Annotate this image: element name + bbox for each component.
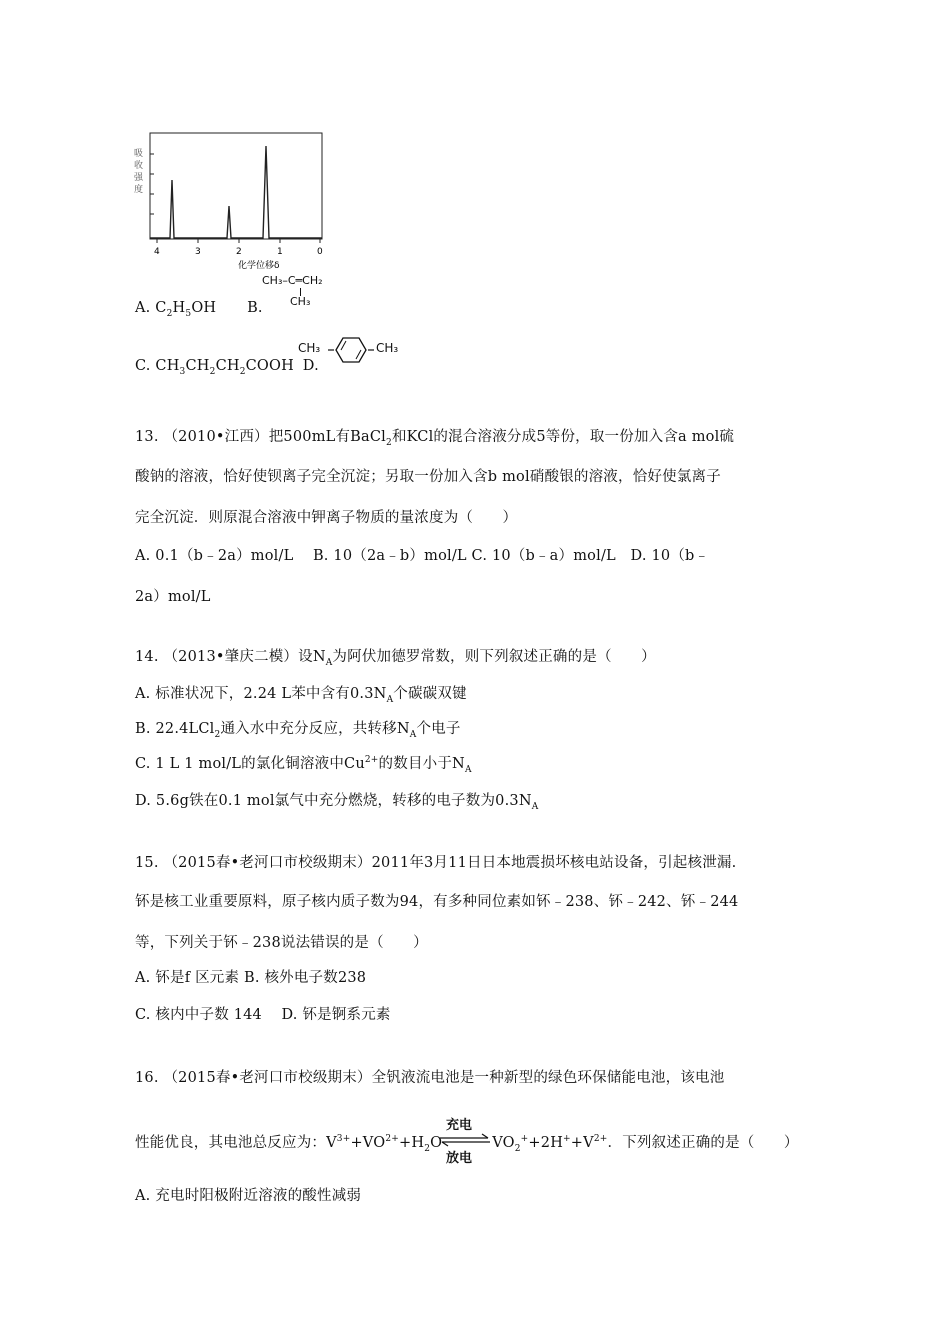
q16-line-2: 性能优良，其电池总反应为：$V^{3+}+VO^{2+}+H_2O$ $VO_2^++2H^++V^{2+}$．下列叙述正确的是（ ） (135, 1134, 799, 1154)
nmr-tick-2: 2 (236, 247, 242, 257)
q12-row-ab: A. $C_2H_5OH$ B. (135, 300, 263, 319)
nmr-ylabel-1: 吸 (134, 149, 144, 159)
q16-option-a: A. 充电时阳极附近溶液的酸性减弱 (135, 1188, 362, 1204)
q15-options-ab: A. 钚是f 区元素 B. 核外电子数238 (135, 970, 367, 986)
option-d-label: D. (302, 358, 319, 374)
nmr-yticks (150, 154, 154, 214)
nmr-tick-0: 0 (317, 247, 323, 257)
nmr-xlabel: 化学位移δ (238, 261, 280, 271)
nmr-frame (150, 133, 322, 239)
nmr-ylabel-4: 度 (134, 185, 144, 195)
q14-stem: 14. （2013•肇庆二模）设$N_A$为阿伏加德罗常数，则下列叙述正确的是（ ） (135, 649, 656, 668)
nmr-tick-1: 1 (277, 247, 283, 257)
q13-line-3: 完全沉淀．则原混合溶液中钾离子物质的量浓度为（ ） (135, 510, 518, 526)
reversible-arrow (438, 1114, 492, 1166)
q14-option-b: B. 22.4LCl$_2$通入水中充分反应，共转移$N_A$个电子 (135, 721, 461, 740)
nmr-tick-3: 3 (195, 247, 201, 257)
q15-line-3: 等，下列关于钚﹣238说法错误的是（ ） (135, 935, 428, 951)
q13-line-1: 13. （2010•江西）把500mL有BaCl$_2$和KCl的混合溶液分成5等份，取一份加入含a mol硫 (135, 429, 735, 448)
option-b-label: B. (247, 300, 263, 316)
q13-options: A. 0.1（b﹣2a）mol/L B. 10（2a﹣b）mol/L C. 10（b﹣a）mol/L D. 10（b﹣ (135, 548, 710, 564)
arrow-label-charge: 充电 (446, 1118, 473, 1133)
equilibrium-arrow-icon (438, 1133, 492, 1147)
arrow-label-discharge: 放电 (446, 1151, 473, 1166)
nmr-tick-4: 4 (154, 247, 160, 257)
q12-row-cd: C. $CH_3CH_2CH_2COOH$ D. (135, 358, 319, 377)
q13-options-cont: 2a）mol/L (135, 589, 211, 605)
q16-line-1: 16. （2015春•老河口市校级期末）全钒液流电池是一种新型的绿色环保储能电池，该电池 (135, 1070, 725, 1086)
q14-option-d: D. 5.6g铁在0.1 mol氯气中充分燃烧，转移的电子数为$0.3N_A$ (135, 793, 539, 812)
nmr-xticks (157, 239, 320, 243)
q14-option-c: C. 1 L 1 mol/L的氯化铜溶液中$Cu^{2+}$的数目小于$N_A$ (135, 755, 472, 775)
q15-line-1: 15. （2015春•老河口市校级期末）2011年3月11日日本地震损坏核电站设备，引起核泄漏. (135, 855, 737, 871)
p-xylene-right: CH₃ (376, 341, 399, 355)
nmr-ylabel-2: 收 (134, 161, 144, 171)
q13-line-2: 酸钠的溶液，恰好使钡离子完全沉淀；另取一份加入含b mol硝酸银的溶液，恰好使氯离子 (135, 469, 721, 485)
nmr-trace (150, 146, 322, 238)
isobutene-bottom: CH₃ (290, 295, 311, 308)
nmr-ylabel-3: 强 (134, 173, 144, 183)
benzene-ring-icon (328, 335, 374, 365)
q14-option-a: A. 标准状况下，2.24 L苯中含有$0.3N_A$个碳碳双键 (135, 686, 467, 705)
q15-line-2: 钚是核工业重要原料，原子核内质子数为94，有多种同位素如钚﹣238、钚﹣242、钚﹣244 (135, 894, 739, 910)
isobutene-top: CH₃–C═CH₂ (262, 274, 323, 287)
q15-options-cd: C. 核内中子数 144 D. 钚是锕系元素 (135, 1007, 391, 1023)
p-xylene-left: CH₃ (298, 341, 321, 355)
